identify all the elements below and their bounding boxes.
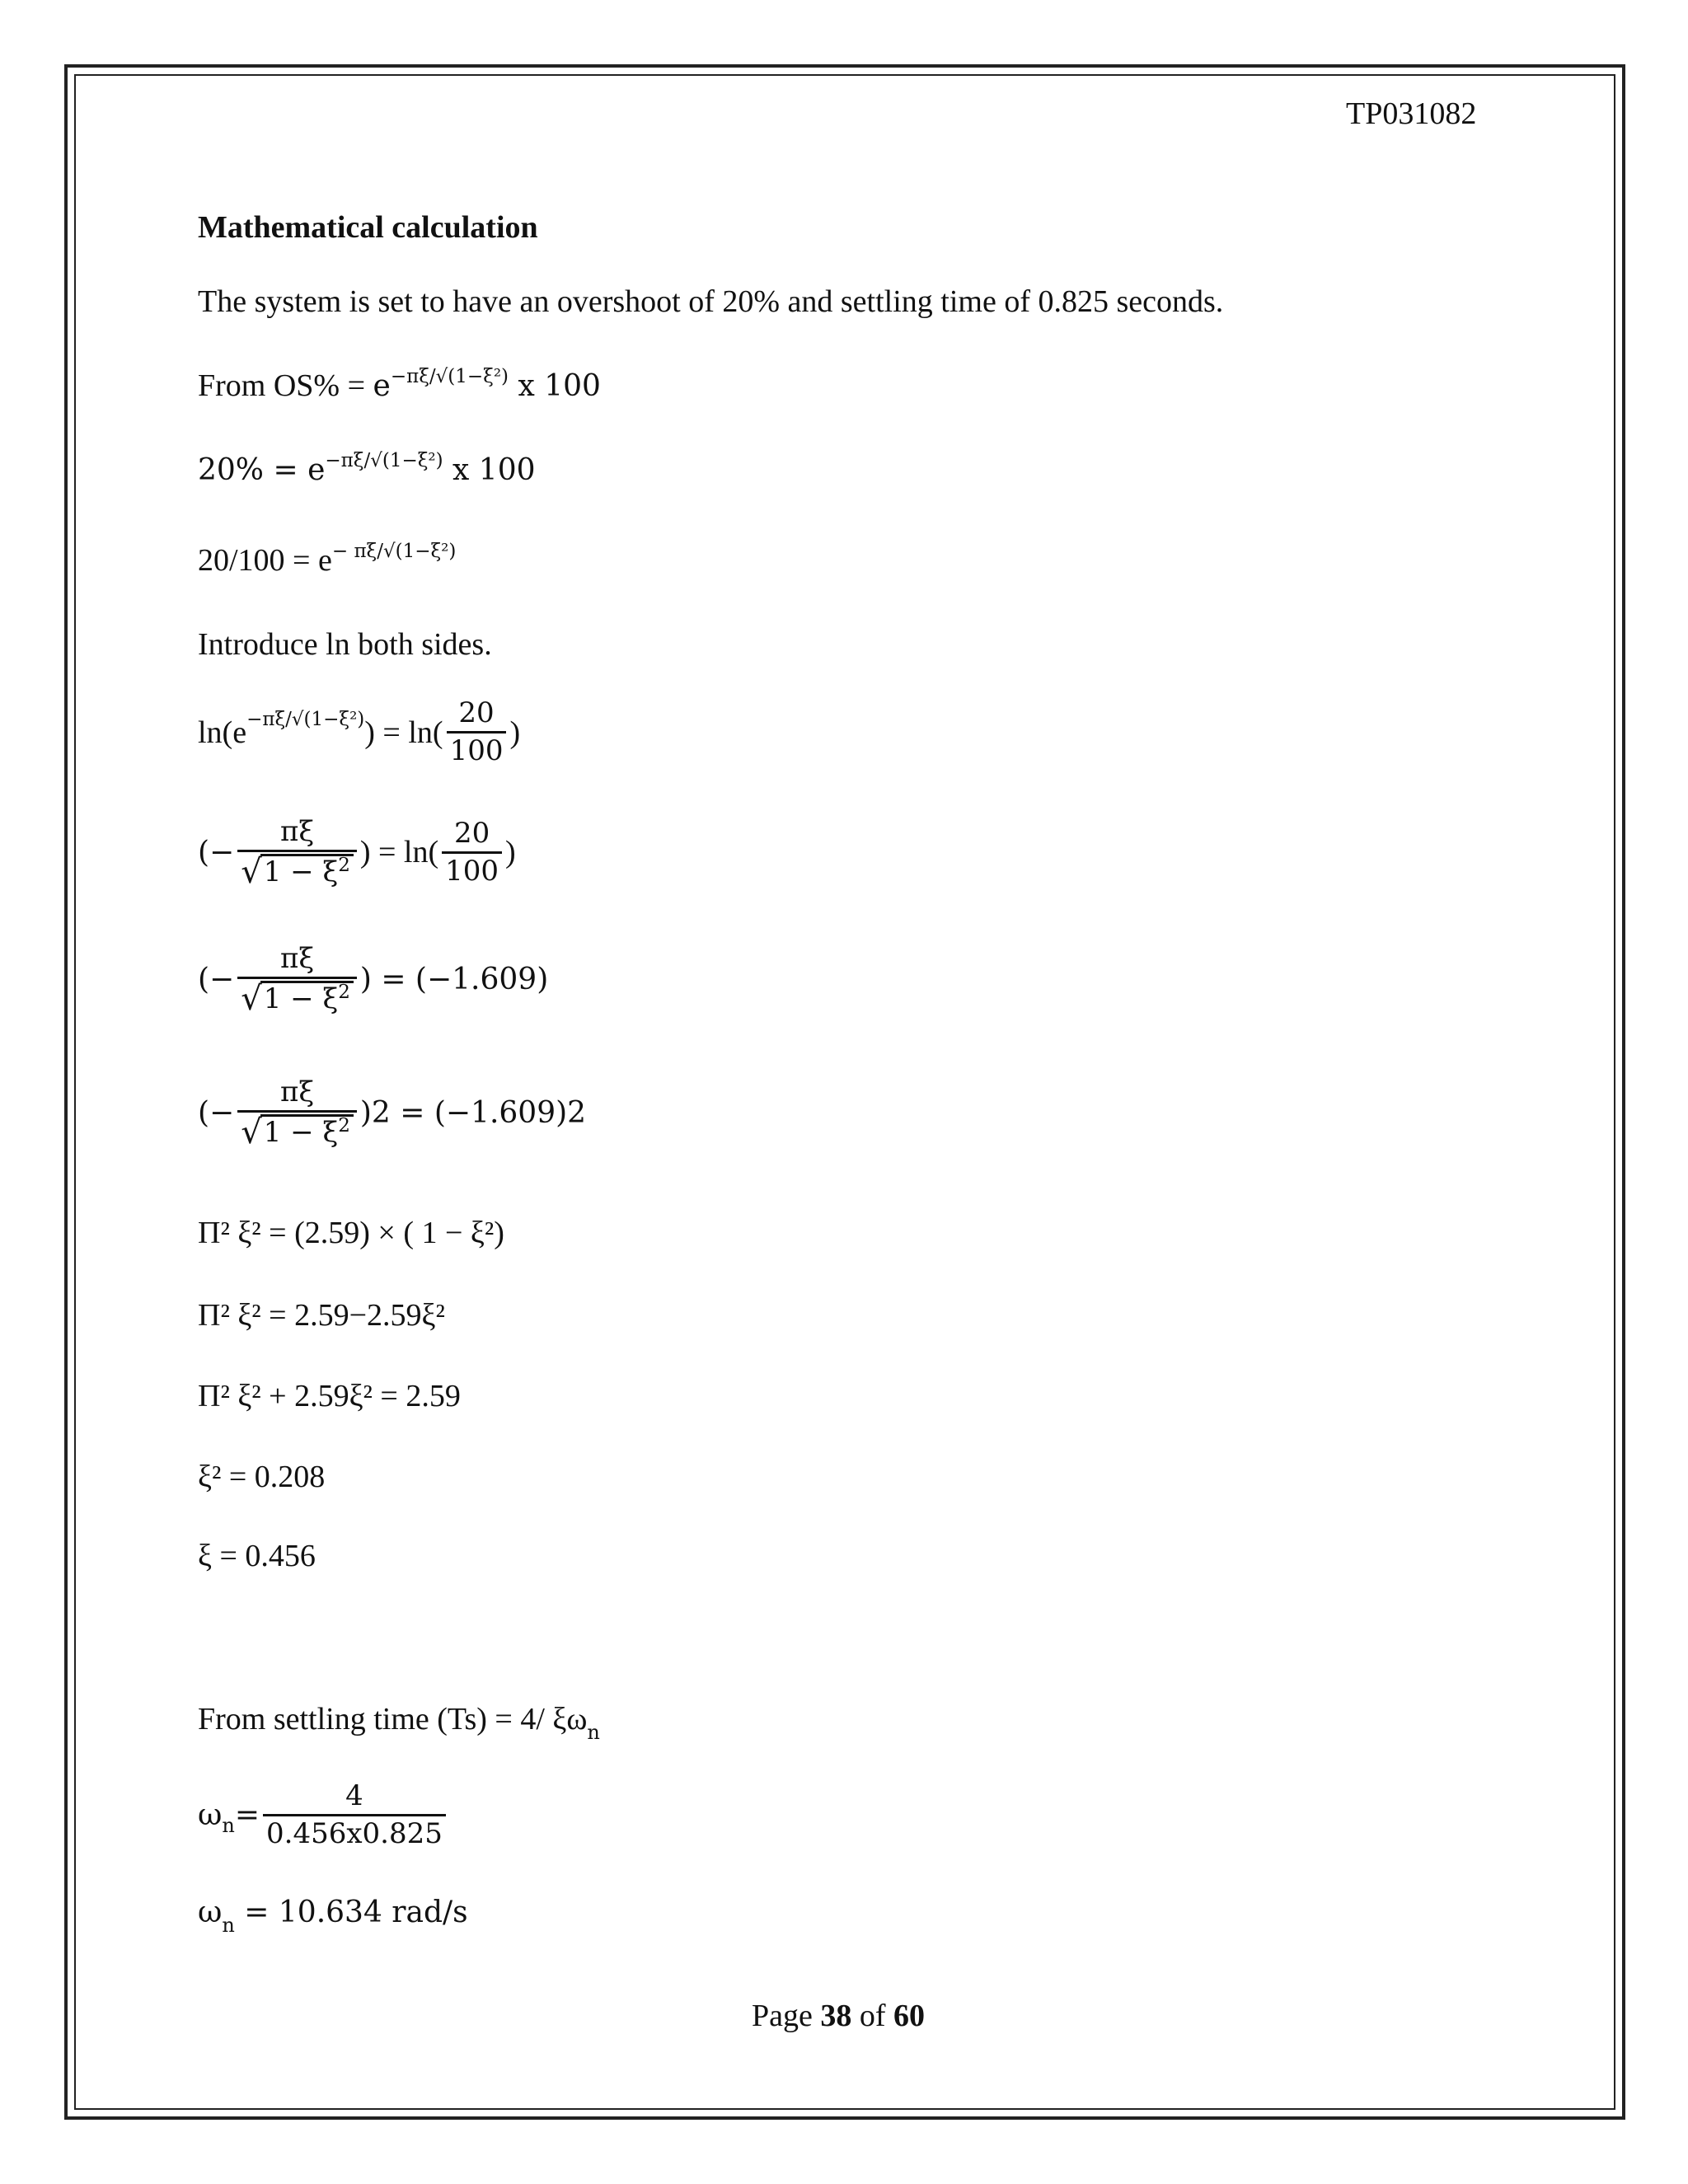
eq6-open: (− [198, 835, 235, 869]
eq7-right: ) = (−1.609) [359, 962, 549, 996]
fraction-pi-xi-over-sqrt: πξ √ $1 - \xi^2$ [237, 816, 357, 888]
equation-squared: (− πξ √ $1 - \xi^2$ )2 = (−1.609)2 [198, 1076, 587, 1152]
equation-xi: ξ = 0.456 [198, 1539, 316, 1573]
equation-pi-squared-3: Π² ξ² + 2.59ξ² = 2.59 [198, 1379, 461, 1413]
ln-instruction: Introduce ln both sides. [198, 627, 492, 662]
document-id: TP031082 [1346, 96, 1477, 131]
eq5-mid: ) = ln( [364, 715, 443, 750]
sqrt-icon: √ [241, 1113, 262, 1152]
section-heading: Mathematical calculation [198, 210, 538, 245]
intro-paragraph: The system is set to have an overshoot of 20% and settling time of 0.825 seconds. [198, 284, 1224, 319]
equation-ratio [198, 542, 456, 579]
eq3-exponent: − πξ/√(1−ξ²) [331, 541, 457, 562]
equation-xi-squared: ξ² = 0.208 [198, 1460, 326, 1494]
sqrt-icon: √ [241, 853, 262, 892]
eq5-left: ln(e [198, 715, 247, 750]
eq2-e: e [307, 453, 326, 487]
equation-exponent-value: (− πξ √ $1 - \xi^2$ ) = (−1.609) [198, 942, 549, 1019]
eq3-prefix: 20/100 = e [198, 543, 332, 578]
fraction-pi-xi-over-sqrt-c: πξ √ $1 - \xi^2$ [237, 1076, 357, 1149]
eq1-e: e [373, 369, 391, 403]
equation-omega-n-result: ωn = 10.634 rad/s [198, 1896, 468, 1937]
sqrt-icon: √ [241, 980, 262, 1019]
equation-overshoot-formula [198, 368, 601, 404]
eq8-right: )2 = (−1.609)2 [359, 1095, 587, 1130]
equation-omega-n-fraction: ω n = $\frac{4}{0.456x0.825}$ [198, 1780, 449, 1850]
equation-exponent-ln: (− πξ √ $1 - \xi^2$ ) = ln( $\frac{20}{100}$ ) [198, 815, 516, 892]
current-page-number: 38 [820, 1999, 852, 2033]
equation-overshoot-20 [198, 450, 536, 487]
fraction-20-over-100-b: $\frac{20}{100}$ [442, 818, 502, 888]
eq1-exponent: −πξ/√(1−ξ²) [390, 366, 509, 387]
equation-pi-squared-1: Π² ξ² = (2.59) × ( 1 − ξ²) [198, 1216, 504, 1250]
equation-ln-both-sides: ln(e −πξ/√(1−ξ²) ) = ln( $\frac{20}{100}$ ) [198, 696, 521, 768]
omega-n-value: = 10.634 rad/s [234, 1896, 468, 1929]
total-pages: 60 [893, 1999, 926, 2033]
fraction-pi-xi-over-sqrt-b: πξ √ $1 - \xi^2$ [237, 943, 357, 1015]
eq2-suffix: x 100 [443, 453, 536, 487]
fraction-4-over-product: $\frac{4}{0.456x0.825}$ [263, 1780, 446, 1850]
eq1-prefix: From OS% = [198, 368, 373, 403]
eq1-suffix: x 100 [509, 369, 601, 403]
page-footer: Page 38 of 60 [752, 1999, 926, 2033]
eq2-prefix: 20% = [198, 453, 308, 487]
eq2-exponent: −πξ/√(1−ξ²) [325, 450, 443, 471]
eq6-mid: ) = ln( [359, 835, 439, 870]
fraction-20-over-100: $\frac{20}{100}$ [447, 697, 507, 767]
ts-text: From settling time (Ts) = 4/ ξω [198, 1702, 588, 1736]
equation-pi-squared-2: Π² ξ² = 2.59−2.59ξ² [198, 1298, 445, 1333]
settling-time-formula: From settling time (Ts) = 4/ ξωn [198, 1702, 600, 1744]
eq5-exponent: −πξ/√(1−ξ²) [246, 708, 365, 730]
